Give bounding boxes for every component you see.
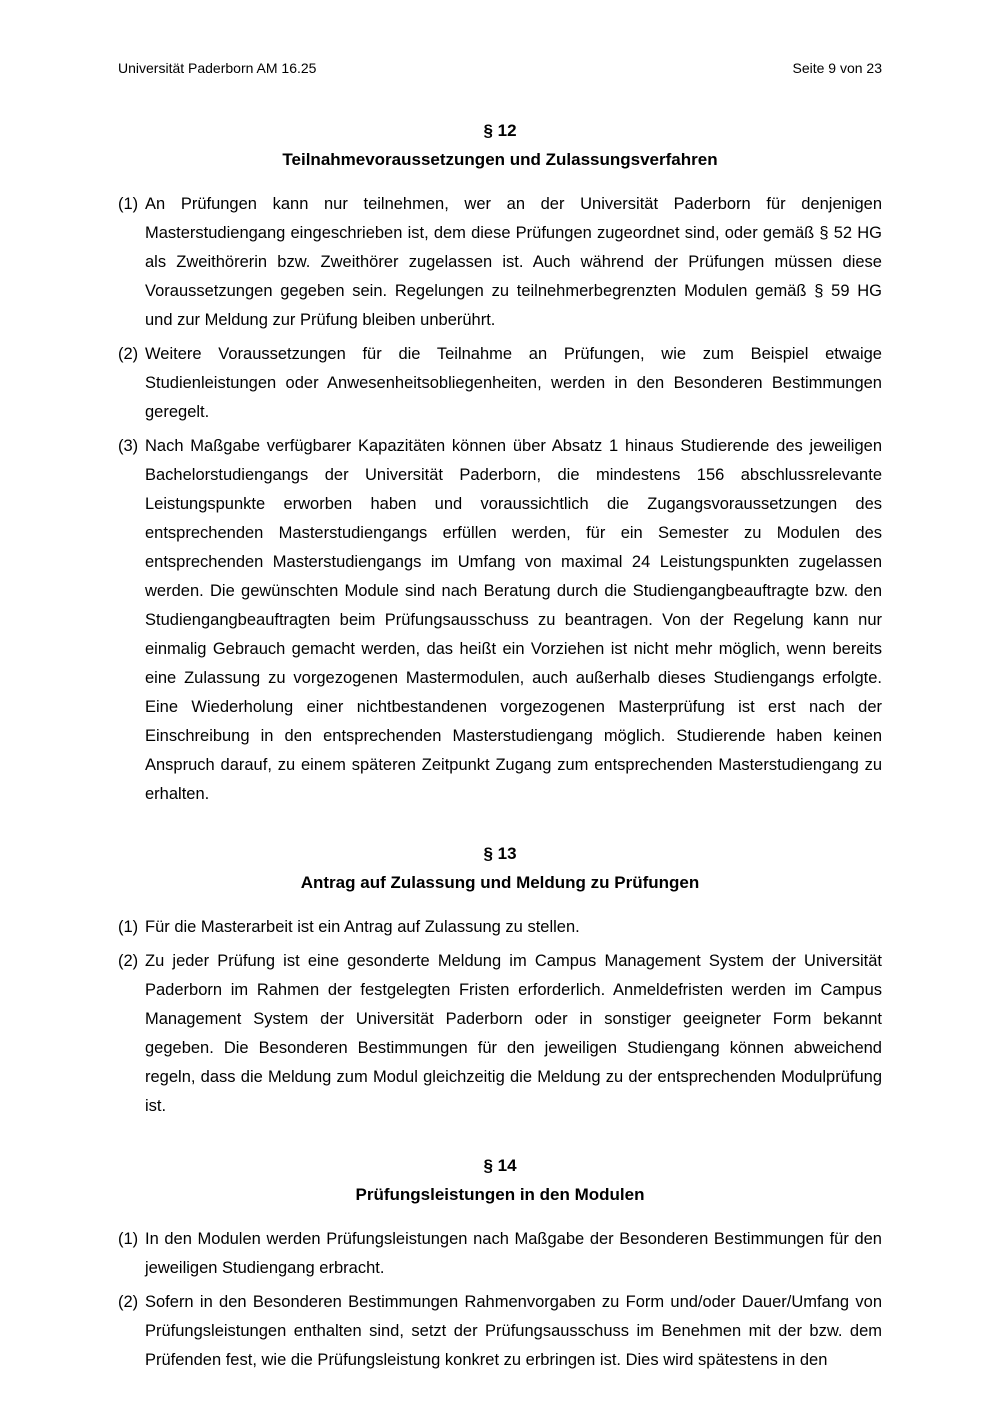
header-document-id: Universität Paderborn AM 16.25 (118, 60, 317, 76)
section-13-paragraph-1 (118, 913, 882, 942)
section-13-paragraph-2 (118, 947, 882, 1121)
section-14-heading (118, 1151, 882, 1209)
section-12-heading (118, 116, 882, 174)
section-13-title: Antrag auf Zulassung und Meldung zu Prüfungen (300, 873, 700, 892)
section-12-paragraph-2 (118, 340, 882, 427)
section-14-paragraph-2 (118, 1288, 882, 1375)
section-14-number: § 14 (483, 1156, 517, 1175)
section-12-paragraph-3 (118, 432, 882, 809)
paragraph-number: (2) (118, 952, 139, 970)
paragraph-number: (1) (118, 918, 139, 936)
section-14-title: Prüfungsleistungen in den Modulen (355, 1185, 645, 1204)
paragraph-text: Nach Maßgabe verfügbarer Kapazitäten können über Absatz 1 hinaus Studierende des jeweiligen Bachelorstudiengangs der Universität Paderborn, die mindestens 156 abschlussrelevante Leistungspunkte erworben haben und voraussichtlich die Zugangsvoraussetzungen des entsprechenden Masterstudiengangs erfüllen werden, für ein Semester zu Modulen des entsprechenden Masterstudiengangs im Umfang von maximal 24 Leistungspunkten zugelassen werden. Die gewünschten Module sind nach Beratung durch die Studiengangbeauftragte bzw. den Studiengangbeauftragten beim Prüfungsausschuss zu beantragen. Von der Regelung kann nur einmalig Gebrauch gemacht werden, das heißt ein Vorziehen ist nicht mehr möglich, wenn bereits eine Zulassung zu vorgezogenen Mastermodulen, auch außerhalb dieses Studiengangs erfolgte. Eine Wiederholung einer nichtbestandenen vorgezogenen Masterprüfung ist erst nach der Einschreibung in den entsprechenden Masterstudiengang möglich. Studierende haben keinen Anspruch darauf, zu einem späteren Zeitpunkt Zugang zum entsprechenden Masterstudiengang zu erhalten. (145, 437, 882, 803)
paragraph-text: Weitere Voraussetzungen für die Teilnahme an Prüfungen, wie zum Beispiel etwaige Studienleistungen oder Anwesenheitsobliegenheiten, werden in den Besonderen Bestimmungen geregelt. (145, 345, 882, 421)
paragraph-text: An Prüfungen kann nur teilnehmen, wer an der Universität Paderborn für denjenigen Masterstudiengang eingeschrieben ist, dem diese Prüfungen zugeordnet sind, oder gemäß § 52 HG als Zweithörerin bzw. Zweithörer zugelassen ist. Auch während der Prüfungen müssen diese Voraussetzungen gegeben sein. Regelungen zu teilnehmerbegrenzten Modulen gemäß § 59 HG und zur Meldung zur Prüfung bleiben unberührt. (145, 195, 882, 329)
paragraph-text: Für die Masterarbeit ist ein Antrag auf Zulassung zu stellen. (145, 918, 580, 936)
paragraph-text: Sofern in den Besonderen Bestimmungen Rahmenvorgaben zu Form und/oder Dauer/Umfang von Prüfungsleistungen enthalten sind, setzt der Prüfungsausschuss im Benehmen mit der bzw. dem Prüfenden fest, wie die Prüfungsleistung konkret zu erbringen ist. Dies wird spätestens in den (145, 1293, 882, 1369)
paragraph-number: (3) (118, 437, 139, 455)
paragraph-number: (1) (118, 195, 139, 213)
section-13-heading (118, 839, 882, 897)
page-header (118, 58, 882, 78)
paragraph-number: (2) (118, 345, 139, 363)
section-12-title: Teilnahmevoraussetzungen und Zulassungsverfahren (282, 150, 718, 169)
section-12-number: § 12 (483, 121, 517, 140)
section-12-paragraph-1 (118, 190, 882, 335)
header-page-number: Seite 9 von 23 (792, 60, 882, 76)
paragraph-number: (1) (118, 1230, 139, 1248)
section-14-paragraph-1 (118, 1225, 882, 1283)
section-13-number: § 13 (483, 844, 517, 863)
paragraph-text: Zu jeder Prüfung ist eine gesonderte Meldung im Campus Management System der Universität Paderborn im Rahmen der festgelegten Fristen erforderlich. Anmeldefristen werden im Campus Management System der Universität Paderborn oder in sonstiger geeigneter Form bekannt gegeben. Die Besonderen Bestimmungen für den jeweiligen Studiengang können abweichend regeln, dass die Meldung zum Modul gleichzeitig die Meldung zu der entsprechenden Modulprüfung ist. (145, 952, 882, 1115)
paragraph-number: (2) (118, 1293, 139, 1311)
paragraph-text: In den Modulen werden Prüfungsleistungen nach Maßgabe der Besonderen Bestimmungen für den jeweiligen Studiengang erbracht. (145, 1230, 882, 1277)
